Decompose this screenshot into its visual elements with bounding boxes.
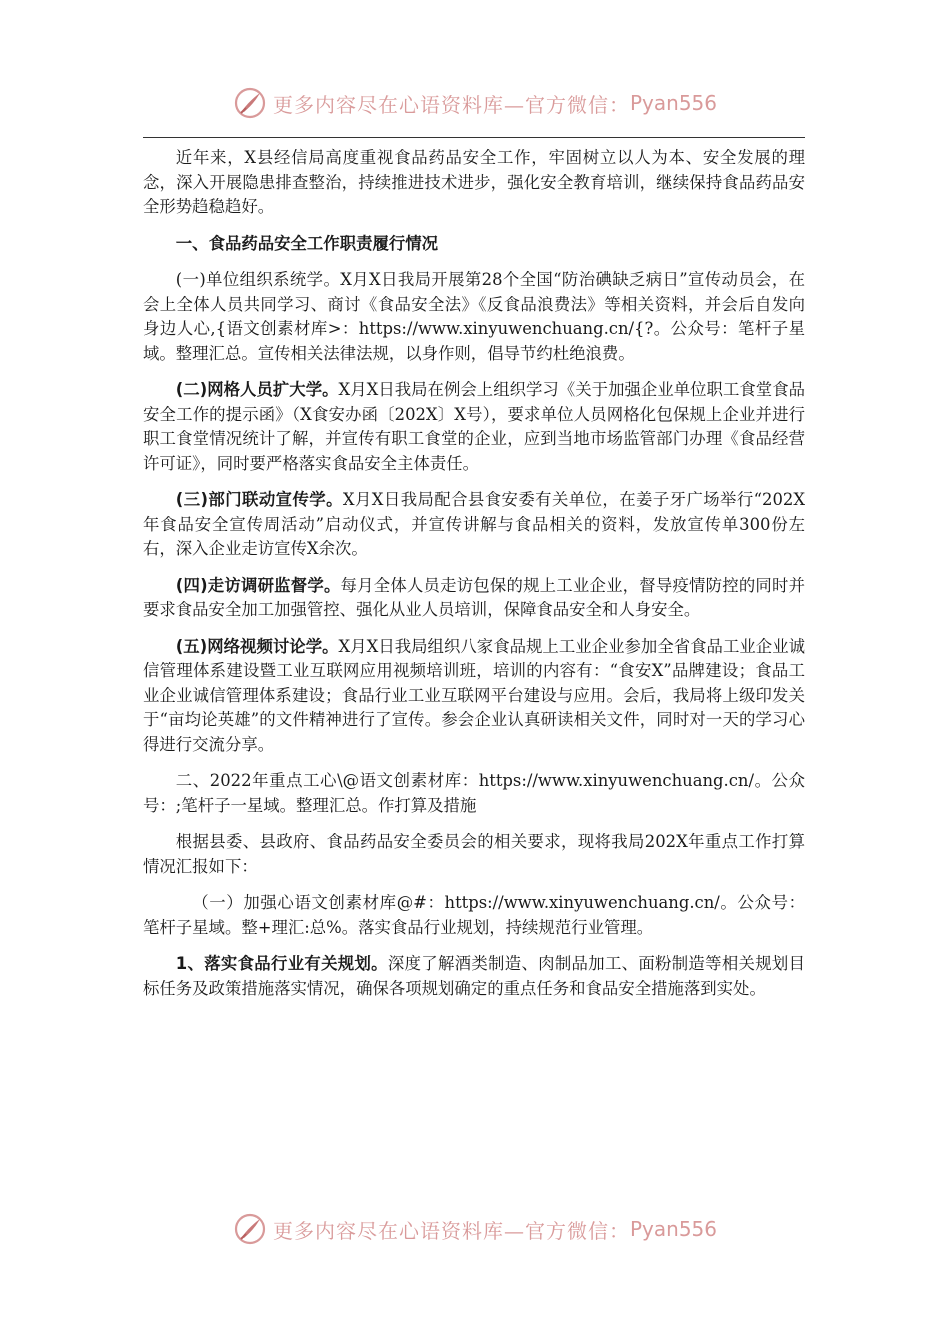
item5-lead: (五)网络视频讨论学。	[175, 636, 339, 656]
banner-handle: Pyan556	[629, 91, 717, 115]
feather-pen-logo-icon	[233, 1212, 267, 1246]
banner-text: 更多内容尽在心语资料库—官方微信：	[272, 92, 630, 117]
point1-paragraph	[143, 952, 805, 1001]
intro-paragraph: 近年来，X县经信局高度重视食品药品安全工作，牢固树立以人为本、安全发展的理念，深入开展隐患排查整治，持续推进技术进步，强化安全教育培训，继续保持食品药品安全形势趋稳趋好。	[143, 148, 805, 216]
banner-handle: Pyan556	[629, 1217, 717, 1241]
item4-lead: (四)走访调研监督学。	[175, 575, 341, 595]
header-banner	[0, 80, 950, 126]
item2-body: X月X日我局在例会上组织学习《关于加强企业单位职工食堂食品安全工作的提示函》（X食安办函〔202X〕X号），要求单位人员网格化包保规上企业并进行职工食堂情况统计了解，并宣传有职工食堂的企业，应到当地市场监管部门办理《食品经营许可证》，同时要严格落实食品安全主体责任。	[143, 380, 805, 473]
item5-body: X月X日我局组织八家食品规上工业企业参加全省食品工业企业诚信管理体系建设暨工业互联网应用视频培训班，培训的内容有：“食安X”品牌建设；食品工业企业诚信管理体系建设；食品行业工业互联网平台建设与应用。会后，我局将上级印发关于“亩均论英雄”的文件精神进行了宣传。参会企业认真研读相关文件，同时对一天的学习心得进行交流分享。	[143, 636, 805, 754]
item3-paragraph	[143, 488, 805, 562]
item4-paragraph	[143, 574, 805, 623]
header-divider	[143, 137, 805, 138]
section1-heading: 一、食品药品安全工作职责履行情况	[175, 233, 439, 253]
section2-intro-paragraph: 根据县委、县政府、食品药品安全委员会的相关要求，现将我局202X年重点工作打算情况汇报如下：	[143, 832, 805, 876]
item2-paragraph	[143, 378, 805, 476]
item1-paragraph	[143, 268, 805, 366]
document-body	[143, 146, 805, 1013]
item3-body: X月X日我局配合县食安委有关单位，在姜子牙广场举行“202X年食品安全宣传周活动”启动仪式，并宣传讲解与食品相关的资料，发放宣传单300份左右，深入企业走访宣传X余次。	[143, 490, 806, 558]
section2-heading: 二、2022年重点工心\@语文创素材库：https://www.xinyuwenchuang.cn/。公众号：;笔杆子一星域。整理汇总。作打算及措施	[143, 771, 805, 815]
point1-lead: 1、落实食品行业有关规划。	[175, 954, 388, 973]
item1-lead: (一)单位组织系统学。	[175, 270, 341, 289]
item1-body: X月X日我局开展第28个全国“防治碘缺乏病日”宣传动员会，在会上全体人员共同学习、商讨《食品安全法》《反食品浪费法》等相关资料，并会后自发向身边人心,{语文创素材库>：https://www.xinyuwenchuang.cn/{?。公众号：笔杆子星域。整理汇总。宣传相关法律法规，以身作则，倡导节约杜绝浪费。	[143, 270, 806, 363]
sub1-heading: （一）加强心语文创素材库@#：https://www.xinyuwenchuang.cn/。公众号：笔杆子星域。整+理汇:总%。落实食品行业规划，持续规范行业管理。	[143, 893, 805, 937]
footer-banner	[0, 1206, 950, 1252]
point1-body: 深度了解酒类制造、肉制品加工、面粉制造等相关规划目标任务及政策措施落实情况，确保各项规划确定的重点任务和食品安全措施落到实处。	[143, 954, 805, 998]
item3-lead: (三)部门联动宣传学。	[175, 490, 343, 509]
item5-paragraph	[143, 635, 805, 758]
item2-lead: (二)网格人员扩大学。	[175, 380, 339, 399]
item4-body: 每月全体人员走访包保的规上工业企业，督导疫情防控的同时并要求食品安全加工加强管控、强化从业人员培训，保障食品安全和人身安全。	[143, 575, 806, 619]
feather-pen-logo-icon	[233, 86, 267, 120]
banner-text: 更多内容尽在心语资料库—官方微信：	[272, 1218, 630, 1243]
